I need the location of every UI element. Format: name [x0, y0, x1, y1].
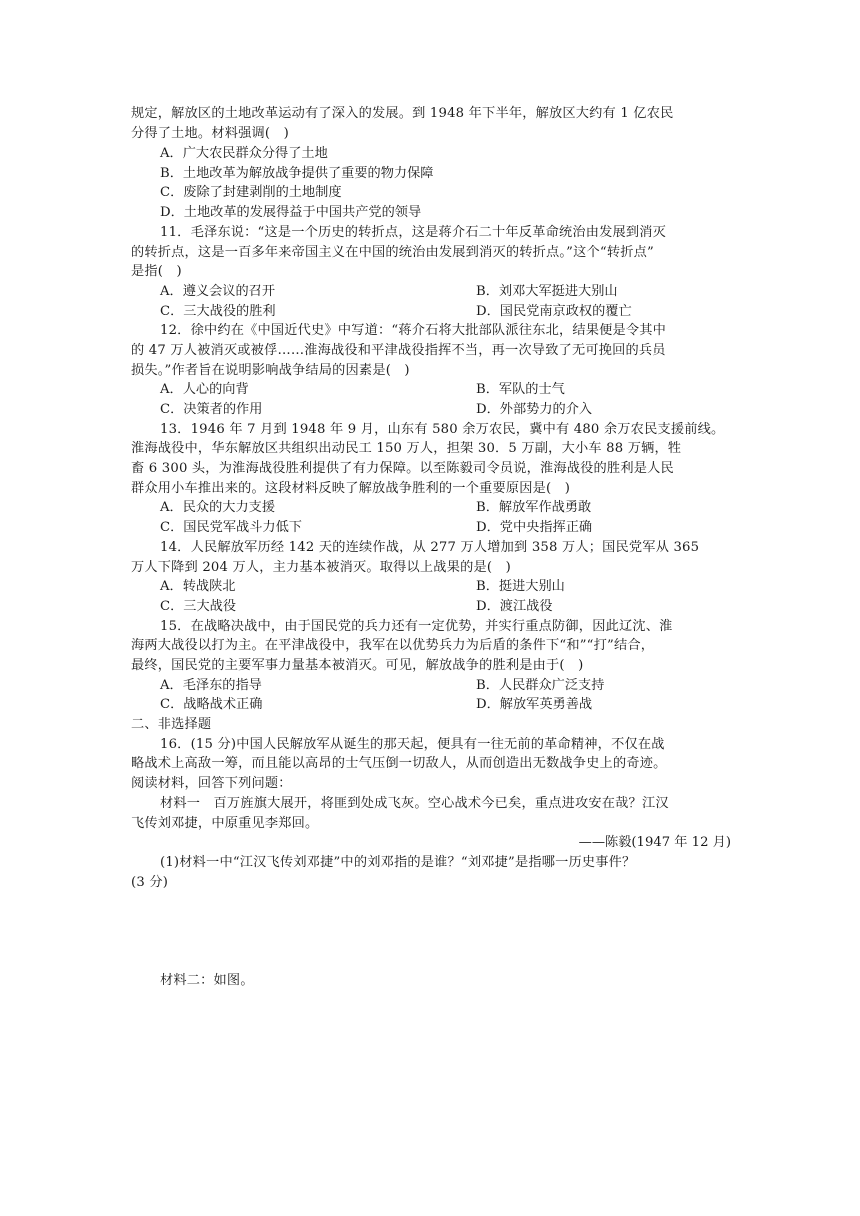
- option-d: D．党中央指挥正确: [476, 520, 593, 535]
- option-b: B．挺进大别山: [476, 579, 565, 594]
- question-16-text: 略战术上高敌一筹，而且能以高昂的士气压倒一切敌人，从而创造出无数战争史上的奇迹。: [131, 756, 667, 771]
- question-11-text: 是指( ): [131, 264, 182, 279]
- option-c: C．三大战役的胜利: [160, 304, 276, 319]
- option-d: D．土地改革的发展得益于中国共产党的领导: [160, 205, 422, 220]
- question-14-text: 万人下降到 204 万人，主力基本被消灭。取得以上战果的是( ): [131, 560, 511, 575]
- option-b: B．人民群众广泛支持: [476, 678, 605, 693]
- question-11-text: 11．毛泽东说：“这是一个历史的转折点，这是蒋介石二十年反革命统治由发展到消灭: [160, 225, 667, 240]
- option-a: A．人心的向背: [160, 382, 249, 397]
- option-a: A．转战陕北: [160, 579, 236, 594]
- option-d: D．国民党南京政权的覆亡: [476, 304, 632, 319]
- option-d: D．解放军英勇善战: [476, 697, 593, 712]
- material-1-text: 材料一 百万旌旗大展开，将匪到处成飞灰。空心战术今已矣，重点进攻安在哉？江汉: [160, 796, 669, 811]
- sub-question-1: (1)材料一中“江汉飞传刘邓捷”中的刘邓指的是谁？“刘邓捷”是指哪一历史事件？: [160, 855, 636, 870]
- option-c: C．三大战役: [160, 599, 237, 614]
- material-2-text: 材料二：如图。: [160, 973, 254, 988]
- option-a: A．遵义会议的召开: [160, 284, 276, 299]
- question-13-text: 13．1946 年 7 月到 1948 年 9 月，山东有 580 余万农民，冀中有 480 余万农民支援前线。: [160, 422, 725, 437]
- question-12-text: 12．徐中约在《中国近代史》中写道：“蒋介石将大批部队派往东北，结果便是令其中: [160, 323, 667, 338]
- option-b: B．刘邓大军挺进大别山: [476, 284, 618, 299]
- question-13-text: 群众用小车推出来的。这段材料反映了解放战争胜利的一个重要原因是( ): [131, 481, 571, 496]
- option-c: C．国民党军战斗力低下: [160, 520, 302, 535]
- option-b: B．军队的士气: [476, 382, 565, 397]
- question-10-text: 规定，解放区的土地改革运动有了深入的发展。到 1948 年下半年，解放区大约有 1 亿农民: [131, 106, 674, 121]
- question-11-text: 的转折点，这是一百多年来帝国主义在中国的统治由发展到消灭的转折点。”这个“转折点”: [131, 245, 654, 260]
- option-c: C．决策者的作用: [160, 402, 263, 417]
- question-12-text: 的 47 万人被消灭或被俘……淮海战役和平津战役指挥不当，再一次导致了无可挽回的兵员: [131, 343, 666, 358]
- question-16-text: 阅读材料，回答下列问题：: [131, 776, 292, 791]
- section-heading: 二、非选择题: [131, 717, 212, 732]
- question-15-text: 15．在战略决战中，由于国民党的兵力还有一定优势，并实行重点防御，因此辽沈、淮: [160, 619, 673, 634]
- option-d: D．渡江战役: [476, 599, 553, 614]
- question-15-text: 最终，国民党的主要军事力量基本被消灭。可见，解放战争的胜利是由于( ): [131, 658, 584, 673]
- question-10-text: 分得了土地。材料强调( ): [131, 126, 289, 141]
- option-a: A．民众的大力支援: [160, 500, 276, 515]
- option-d: D．外部势力的介入: [476, 402, 593, 417]
- material-1-source: ——陈毅(1947 年 12 月): [578, 835, 731, 850]
- option-b: B．解放军作战勇敢: [476, 500, 592, 515]
- question-16-text: 16．(15 分)中国人民解放军从诞生的那天起，便具有一往无前的革命精神，不仅在战: [160, 737, 665, 752]
- option-b: B．土地改革为解放战争提供了重要的物力保障: [160, 166, 434, 181]
- option-a: A．毛泽东的指导: [160, 678, 262, 693]
- option-c: C．废除了封建剥削的土地制度: [160, 185, 342, 200]
- sub-question-1: (3 分): [131, 875, 169, 890]
- question-12-text: 损失。”作者旨在说明影响战争结局的因素是( ): [131, 363, 410, 378]
- question-13-text: 淮海战役中，华东解放区共组织出动民工 150 万人，担架 30．5 万副，大小车 88 万辆，牲: [131, 441, 682, 456]
- option-c: C．战略战术正确: [160, 697, 263, 712]
- question-15-text: 海两大战役以打为主。在平津战役中，我军在以优势兵力为后盾的条件下“和”“打”结合，: [131, 638, 655, 653]
- material-1-text: 飞传刘邓捷，中原重见李郑回。: [131, 816, 319, 831]
- question-13-text: 畜 6 300 头，为淮海战役胜利提供了有力保障。以至陈毅司令员说，淮海战役的胜利是人民: [131, 461, 674, 476]
- question-14-text: 14．人民解放军历经 142 天的连续作战，从 277 万人增加到 358 万人；国民党军从 365: [160, 540, 700, 555]
- option-a: A．广大农民群众分得了土地: [160, 146, 328, 161]
